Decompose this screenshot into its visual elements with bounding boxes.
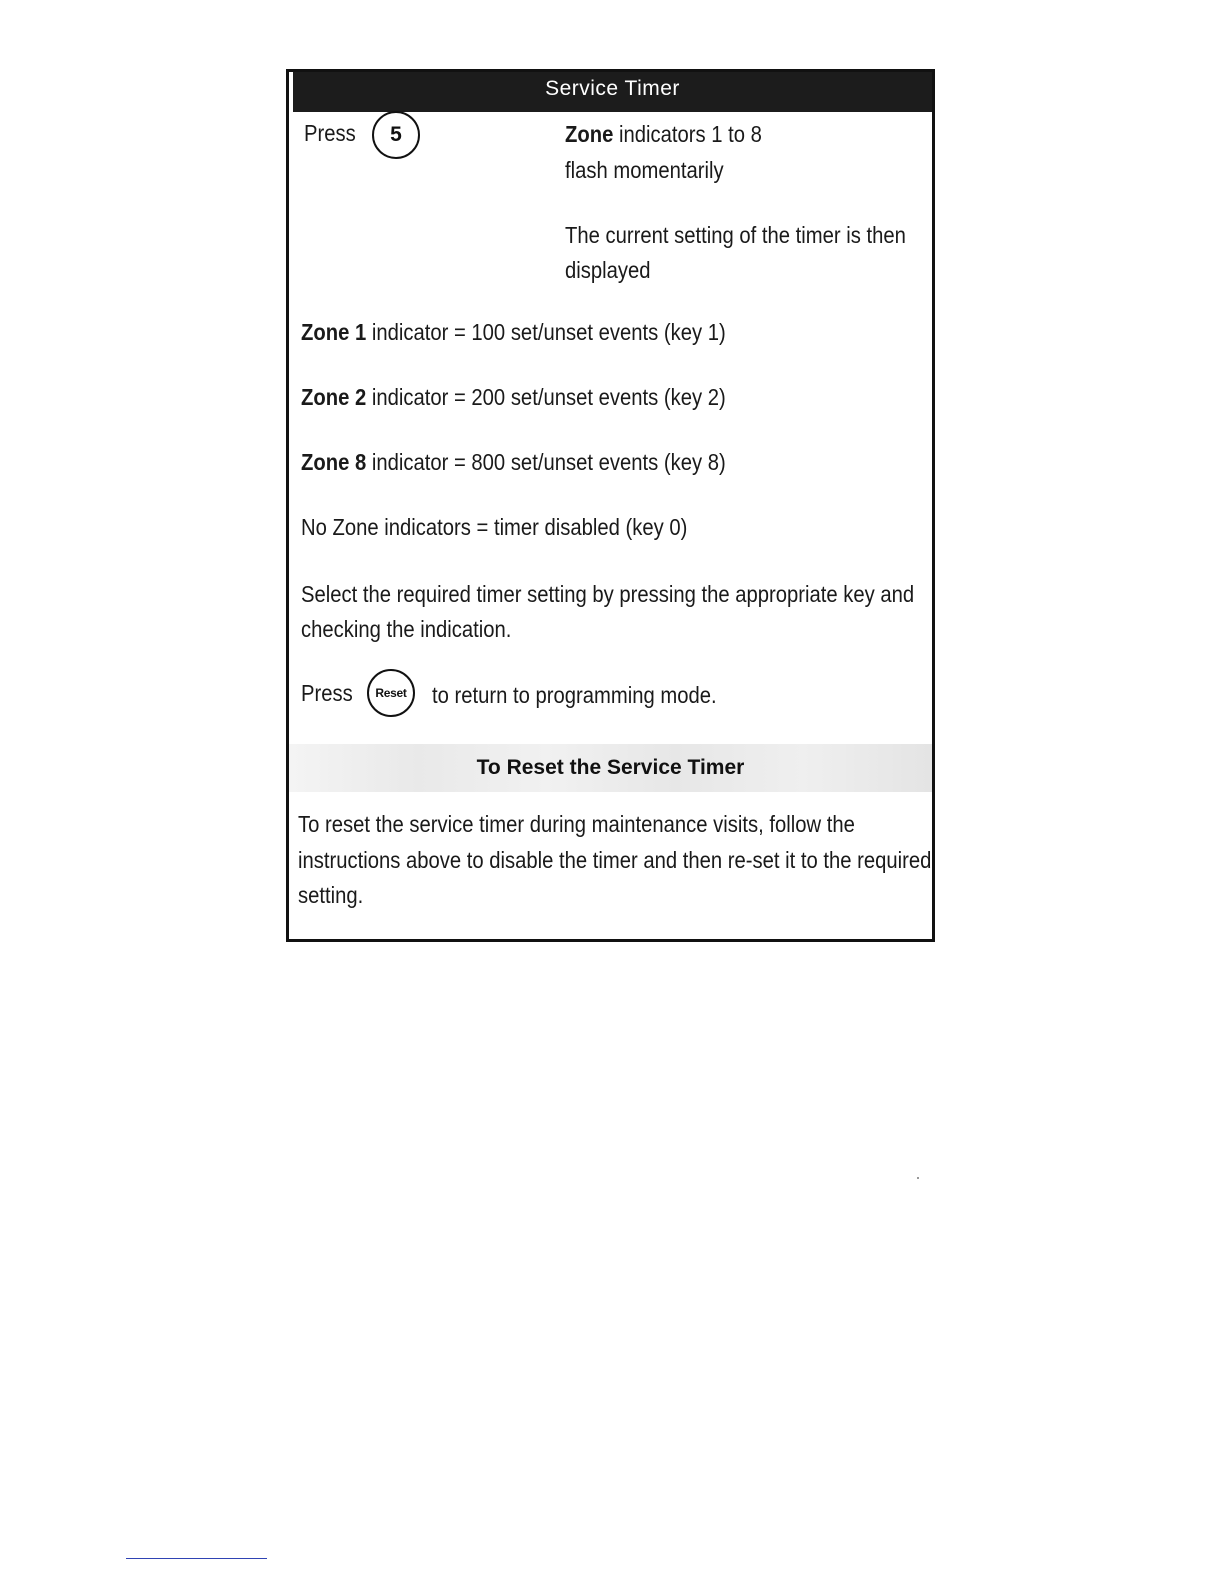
flash-text: flash momentarily bbox=[565, 157, 724, 183]
zone-8-line bbox=[301, 445, 726, 480]
zone-2-line bbox=[301, 380, 726, 415]
scan-speck bbox=[917, 1177, 919, 1179]
section-title: Service Timer bbox=[293, 72, 932, 112]
reset-line2: instructions above to disable the timer and then re-set it to the required bbox=[298, 847, 932, 873]
zone-1-text: indicator = 100 set/unset events (key 1) bbox=[366, 319, 726, 345]
service-timer-panel bbox=[286, 69, 935, 942]
current-setting-line2: displayed bbox=[565, 257, 651, 283]
return-press-label: Press bbox=[301, 680, 353, 706]
current-setting-line1: The current setting of the timer is then bbox=[565, 222, 906, 248]
reset-line3: setting. bbox=[298, 882, 364, 908]
reset-section-title: To Reset the Service Timer bbox=[476, 756, 745, 779]
no-zone-line: No Zone indicators = timer disabled (key 0) bbox=[301, 514, 688, 540]
press-label: Press bbox=[304, 120, 356, 146]
zone-2-text: indicator = 200 set/unset events (key 2) bbox=[366, 384, 726, 410]
zone-8-text: indicator = 800 set/unset events (key 8) bbox=[366, 449, 726, 475]
zone-indicators-text: indicators 1 to 8 bbox=[613, 121, 762, 147]
zone-2-label: Zone 2 bbox=[301, 384, 367, 410]
reset-line1: To reset the service timer during maintenance visits, follow the bbox=[298, 811, 855, 837]
footnote-rule bbox=[126, 1558, 267, 1559]
zone-1-line bbox=[301, 315, 726, 350]
zone-8-label: Zone 8 bbox=[301, 449, 367, 475]
reset-key-icon: Reset bbox=[367, 669, 415, 717]
zone-indicators-line bbox=[565, 117, 762, 152]
key-5-icon: 5 bbox=[372, 111, 420, 159]
zone-1-label: Zone 1 bbox=[301, 319, 367, 345]
return-text: to return to programming mode. bbox=[432, 682, 717, 708]
select-line1: Select the required timer setting by pressing the appropriate key and bbox=[301, 581, 915, 607]
zone-word: Zone bbox=[565, 121, 614, 147]
select-line2: checking the indication. bbox=[301, 616, 512, 642]
